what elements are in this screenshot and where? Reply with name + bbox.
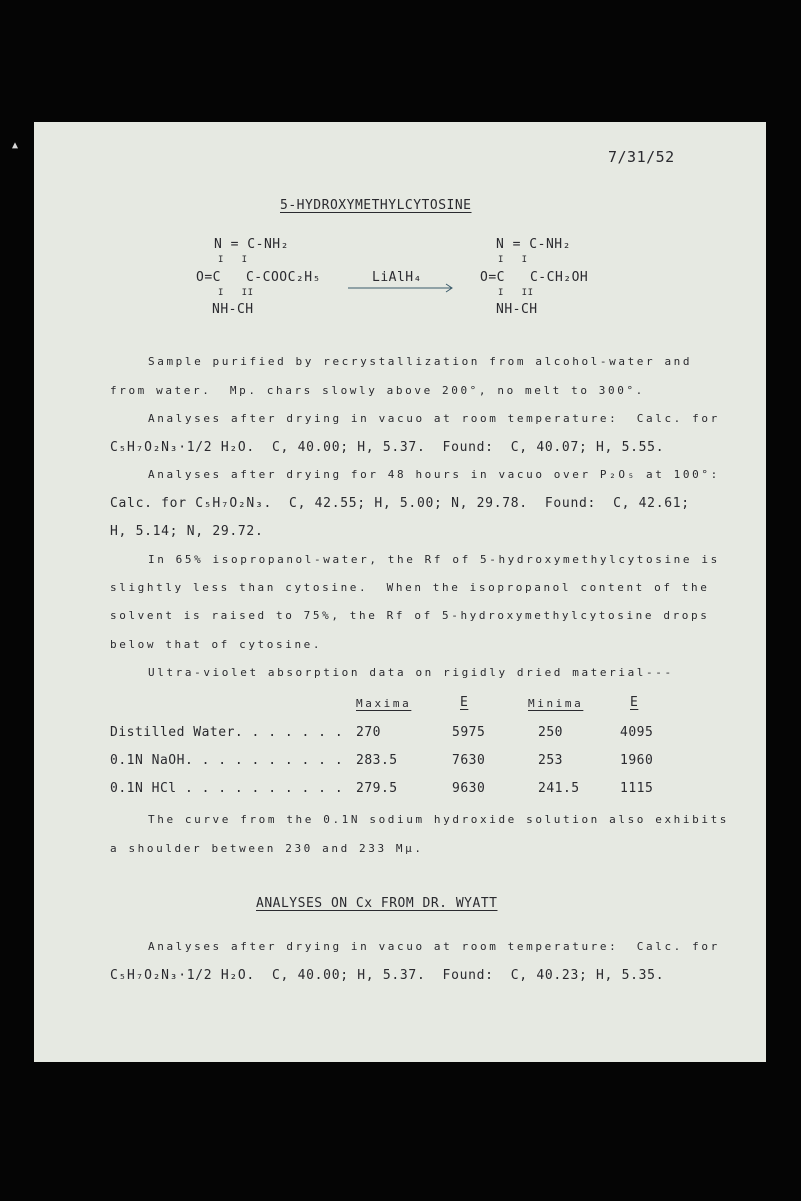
reagent-label: LiAlH₄ — [372, 270, 422, 285]
table-header-e1: E — [460, 695, 469, 710]
scan-mark: ▲ — [12, 140, 19, 151]
paragraph-line: solvent is raised to 75%, the Rf of 5-hydroxymethylcytosine drops — [110, 609, 710, 622]
paragraph-line: slightly less than cytosine. When the isopropanol content of the — [110, 581, 710, 594]
page-title: 5-HYDROXYMETHYLCYTOSINE — [280, 198, 472, 213]
paragraph-line: from water. Mp. chars slowly above 200°, no melt to 300°. — [110, 384, 645, 397]
paragraph-line: Sample purified by recrystallization from alcohol-water and — [148, 355, 693, 368]
table-header-minima: Minima — [528, 697, 584, 710]
table-header-e2: E — [630, 695, 639, 710]
table-header-maxima: Maxima — [356, 697, 412, 710]
paragraph-line: Analyses after drying in vacuo at room temperature: Calc. for — [148, 412, 720, 425]
paragraph-line: Calc. for C₅H₇O₂N₃. C, 42.55; H, 5.00; N, 29.78. Found: C, 42.61; — [110, 496, 690, 511]
section-title: ANALYSES ON Cx FROM DR. WYATT — [256, 896, 498, 911]
paragraph-line: C₅H₇O₂N₃·1/2 H₂O. C, 40.00; H, 5.37. Found: C, 40.07; H, 5.55. — [110, 440, 665, 455]
paragraph-line: a shoulder between 230 and 233 Mμ. — [110, 842, 424, 855]
paragraph-line: C₅H₇O₂N₃·1/2 H₂O. C, 40.00; H, 5.37. Found: C, 40.23; H, 5.35. — [110, 968, 665, 983]
paragraph-line: In 65% isopropanol-water, the Rf of 5-hydroxymethylcytosine is — [148, 553, 720, 566]
paragraph-line: Analyses after drying in vacuo at room temperature: Calc. for — [148, 940, 720, 953]
document-page: 7/31/52 5-HYDROXYMETHYLCYTOSINE N = C-NH₂ I I O=C C-COOC₂H₅ I II NH-CH LiAlH₄ N = C-NH₂ I I O=C C-CH₂OH I II NH-CH Sample purified by recrystallization from alcohol-water and from water. Mp. chars slowly above 200°, no melt to 300°. Analyses after drying in vacuo at room temperature: Calc. for C₅H₇O₂N₃·1/2 H₂O. C, 40.00; H, 5.37. Found: C, 40.07; H, 5.55. Analyses after drying for 48 hours in vacuo over P₂O₅ at 100°: Calc. for C₅H₇O₂N₃. C, 42.55; H, 5.00; N, 29.78. Found: C, 42.61; H, 5.14; N, 29.72. In 65% isopropanol-water, the Rf of 5-hydroxymethylcytosine is slightly less than cytosine. When the isopropanol content of the solvent is raised to 75%, the Rf of 5-hydroxymethylcytosine drops below that of cytosine. Ultra-violet absorption data on rigidly dried material--- Maxima E Minima E Distilled Water. . . . . . . 270 5975 250 4095 0.1N NaOH. . . . . . . . . . 283.5 7630 253 1960 0.1N HCl . . . . . . . . . . 279.5 9630 241.5 1115 The curve from the 0.1N sodium hydroxide solution also exhibits a shoulder between 230 and 233 Mμ. ANALYSES ON Cx FROM DR. WYATT Analyses after drying in vacuo at room temperature: Calc. for C₅H₇O₂N₃·1/2 H₂O. C, 40.00; H, 5.37. Found: C, 40.23; H, 5.35. — [34, 122, 766, 1062]
reaction-arrow — [346, 282, 458, 294]
paragraph-line: The curve from the 0.1N sodium hydroxide solution also exhibits — [148, 813, 730, 826]
paragraph-line: Analyses after drying for 48 hours in vacuo over P₂O₅ at 100°: — [148, 468, 720, 481]
paragraph-line: H, 5.14; N, 29.72. — [110, 524, 264, 539]
paragraph-line: below that of cytosine. — [110, 638, 323, 651]
paragraph-line: Ultra-violet absorption data on rigidly dried material--- — [148, 666, 674, 679]
date: 7/31/52 — [608, 148, 675, 166]
